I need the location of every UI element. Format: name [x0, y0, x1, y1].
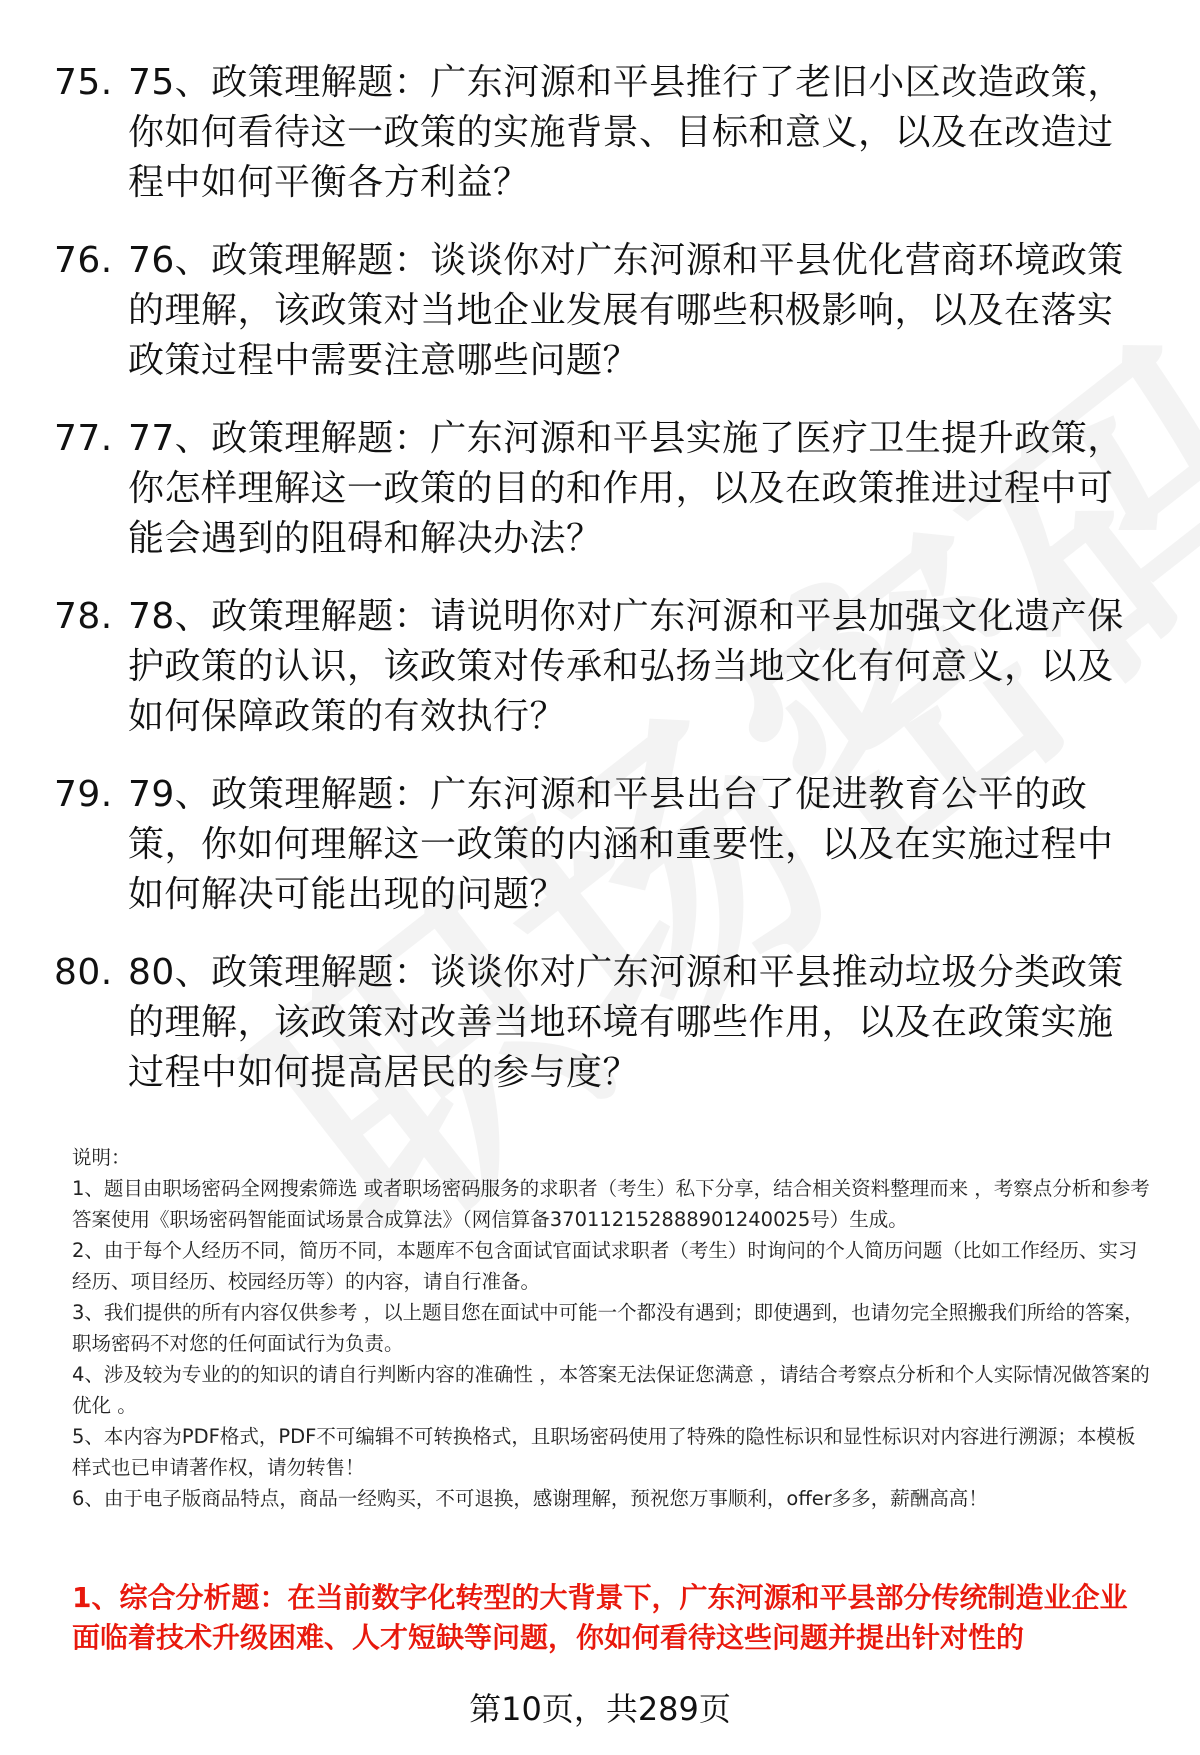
notes-title: 说明：	[72, 1146, 131, 1169]
note-item: 4、涉及较为专业的的知识的请自行判断内容的准确性 ，本答案无法保证您满意 ，请结合考察点分析和个人实际情况做答案的优化 。	[72, 1363, 1150, 1417]
question-text: 78、政策理解题：请说明你对广东河源和平县加强文化遗产保护政策的认识，该政策对传承和弘扬当地文化有何意义，以及如何保障政策的有效执行？	[128, 596, 1124, 737]
question-text: 76、政策理解题：谈谈你对广东河源和平县优化营商环境政策的理解，该政策对当地企业发展有哪些积极影响，以及在落实政策过程中需要注意哪些问题？	[128, 240, 1124, 381]
page-footer: 第10页，共289页	[469, 1690, 731, 1728]
question-item	[0, 58, 1200, 208]
question-item	[0, 948, 1200, 1098]
question-item	[0, 236, 1200, 386]
highlight-question: 1、综合分析题：在当前数字化转型的大背景下，广东河源和平县部分传统制造业企业面临着技术升级困难、人才短缺等问题，你如何看待这些问题并提出针对性的	[72, 1581, 1128, 1654]
question-item	[0, 592, 1200, 742]
question-item	[0, 770, 1200, 920]
note-item: 6、由于电子版商品特点，商品一经购买，不可退换，感谢理解，预祝您万事顺利，offer多多，薪酬高高！	[72, 1487, 988, 1510]
question-text: 77、政策理解题：广东河源和平县实施了医疗卫生提升政策，你怎样理解这一政策的目的和作用，以及在政策推进过程中可能会遇到的阻碍和解决办法？	[128, 418, 1124, 559]
question-number: 75.	[54, 62, 113, 103]
question-number: 80.	[54, 952, 113, 993]
question-list	[0, 58, 1200, 1126]
question-number: 79.	[54, 774, 113, 815]
note-item: 5、本内容为PDF格式，PDF不可编辑不可转换格式，且职场密码使用了特殊的隐性标识和显性标识对内容进行溯源；本模板样式也已申请著作权，请勿转售！	[72, 1425, 1136, 1479]
note-item: 2、由于每个人经历不同，简历不同，本题库不包含面试官面试求职者（考生）时询问的个人简历问题（比如工作经历、实习经历、项目经历、校园经历等）的内容，请自行准备。	[72, 1239, 1138, 1293]
question-text: 79、政策理解题：广东河源和平县出台了促进教育公平的政策，你如何理解这一政策的内涵和重要性，以及在实施过程中如何解决可能出现的问题？	[128, 774, 1114, 915]
question-number: 77.	[54, 418, 113, 459]
note-item: 1、题目由职场密码全网搜索筛选 或者职场密码服务的求职者（考生）私下分享，结合相关资料整理而来 ，考察点分析和参考答案使用《职场密码智能面试场景合成算法》（网信算备370112152888901240025号）生成。	[72, 1177, 1150, 1231]
note-item: 3、我们提供的所有内容仅供参考 ，以上题目您在面试中可能一个都没有遇到；即使遇到，也请勿完全照搬我们所给的答案，职场密码不对您的任何面试行为负责。	[72, 1301, 1144, 1355]
question-text: 80、政策理解题：谈谈你对广东河源和平县推动垃圾分类政策的理解，该政策对改善当地环境有哪些作用，以及在政策实施过程中如何提高居民的参与度？	[128, 952, 1124, 1093]
question-text: 75、政策理解题：广东河源和平县推行了老旧小区改造政策，你如何看待这一政策的实施背景、目标和意义，以及在改造过程中如何平衡各方利益？	[128, 62, 1124, 203]
question-number: 78.	[54, 596, 113, 637]
notes-section	[72, 1142, 1152, 1514]
question-number: 76.	[54, 240, 113, 281]
question-item	[0, 414, 1200, 564]
